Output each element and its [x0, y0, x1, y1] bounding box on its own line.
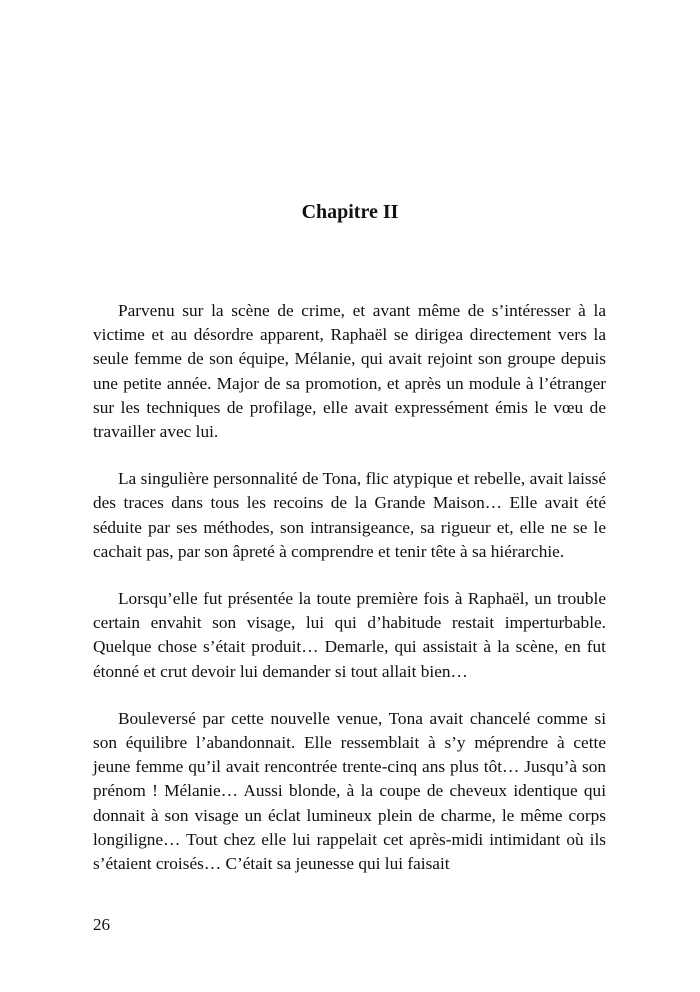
chapter-title: Chapitre II — [301, 201, 399, 223]
paragraph: Lorsqu’elle fut présentée la toute première fois à Raphaël, un trouble certain envahit son visage, lui qui d’habitude restait imperturbable. Quelque chose s’était produit… Demarle, qui assistait à la scène, en fut étonné et crut devoir lui demander si tout allait bien… — [93, 589, 606, 681]
paragraph: La singulière personnalité de Tona, flic atypique et rebelle, avait laissé des traces dans tous les recoins de la Grande Maison… Elle avait été séduite par ses méthodes, son intransigeance, sa rigueur et, elle ne se le cachait pas, par son âpreté à comprendre et tenir tête à sa hiérarchie. — [93, 469, 606, 561]
paragraph: Parvenu sur la scène de crime, et avant même de s’intéresser à la victime et au désordre apparent, Raphaël se dirigea directement vers la seule femme de son équipe, Mélanie, qui avait rejoint son groupe depuis une petite année. Major de sa promotion, et après un module à l’étranger sur les techniques de profilage, elle avait expressément émis le vœu de travailler avec lui. — [93, 301, 606, 442]
page-number: 26 — [93, 915, 110, 934]
chapter-body — [93, 299, 606, 899]
paragraph: Bouleversé par cette nouvelle venue, Tona avait chancelé comme si son équilibre l’abandonnait. Elle ressemblait à s’y méprendre à cette jeune femme qu’il avait rencontrée trente-cinq ans plus tôt… Jusqu’à son prénom ! Mélanie… Aussi blonde, à la coupe de cheveux identique qui donnait à son visage un éclat lumineux plein de charme, le même corps longiligne… Tout chez elle lui rappelait cet après-midi intimidant où ils s’étaient croisés… C’était sa jeunesse qui lui faisait — [93, 708, 606, 874]
